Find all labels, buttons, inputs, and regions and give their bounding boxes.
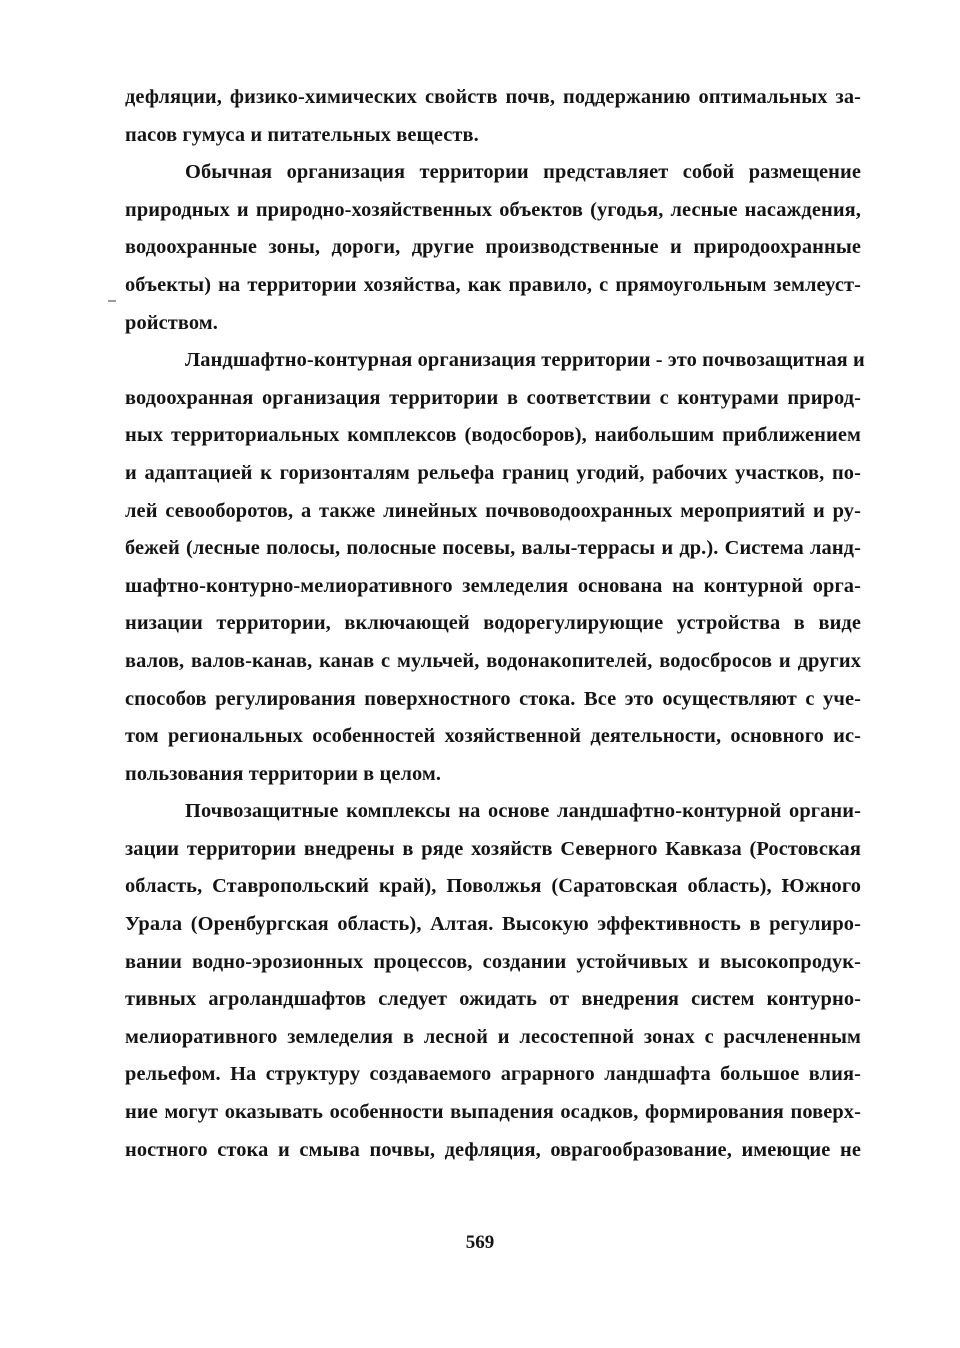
text-line: водоохранная организация территории в соответствии с контурами природ- [125,386,861,409]
text-line: способов регулирования поверхностного стока. Все это осуществляют с уче- [125,687,861,710]
margin-mark [108,300,116,302]
text-line: природных и природно-хозяйственных объектов (угодья, лесные насаждения, [125,198,861,221]
text-line: вании водно-эрозионных процессов, создании устойчивых и высокопродук- [125,950,861,973]
text-body [125,79,865,1169]
text-line: рельефом. На структуру создаваемого аграрного ландшафта большое влия- [125,1063,861,1086]
text-line: тивных агроландшафтов следует ожидать от внедрения систем контурно- [125,988,861,1011]
text-line: Обычная организация территории представляет собой размещение [185,161,861,184]
text-line: и адаптацией к горизонталям рельефа границ угодий, рабочих участков, по- [125,461,861,484]
paragraph-4 [125,793,861,1169]
text-line: низации территории, включающей водорегулирующие устройства в виде [125,612,861,635]
page-number: 569 [465,1232,495,1253]
text-line: бежей (лесные полосы, полосные посевы, валы-террасы и др.). Система ланд- [125,537,861,560]
text-line: водоохранные зоны, дороги, другие производственные и природоохранные [125,236,861,259]
text-line: Урала (Оренбургская область), Алтая. Высокую эффективность в регулиро- [125,913,861,936]
text-line: пользования территории в целом. [125,762,442,785]
text-line: Почвозащитные комплексы на основе ландшафтно-контурной органи- [185,800,861,823]
text-line: пасов гумуса и питательных веществ. [125,123,479,146]
text-line: мелиоративного земледелия в лесной и лесостепной зонах с расчлененным [125,1025,861,1048]
text-line: валов, валов-канав, канав с мульчей, водонакопителей, водосбросов и других [125,649,861,672]
paragraph-3 [125,342,865,793]
paragraph-1 [125,79,861,154]
text-line: шафтно-контурно-мелиоративного земледелия основана на контурной орга- [125,574,861,597]
text-line: Ландшафтно-контурная организация территории - это почвозащитная и [185,349,865,372]
text-line: ностного стока и смыва почвы, дефляция, оврагообразование, имеющие не [125,1138,861,1161]
paragraph-2 [125,154,861,342]
text-line: ных территориальных комплексов (водосборов), наибольшим приближением [125,424,861,447]
text-line: лей севооборотов, а также линейных почвоводоохранных мероприятий и ру- [125,499,861,522]
text-line: область, Ставропольский край), Поволжья (Саратовская область), Южного [125,875,861,898]
text-line: ние могут оказывать особенности выпадения осадков, формирования поверх- [125,1101,861,1124]
text-line: том региональных особенностей хозяйственной деятельности, основного ис- [125,725,861,748]
text-line: ройством. [125,311,218,334]
text-line: объекты) на территории хозяйства, как правило, с прямоугольным землеуст- [125,273,861,296]
text-line: дефляции, физико-химических свойств почв, поддержанию оптимальных за- [125,86,861,108]
text-line: зации территории внедрены в ряде хозяйств Северного Кавказа (Ростовская [125,837,861,860]
